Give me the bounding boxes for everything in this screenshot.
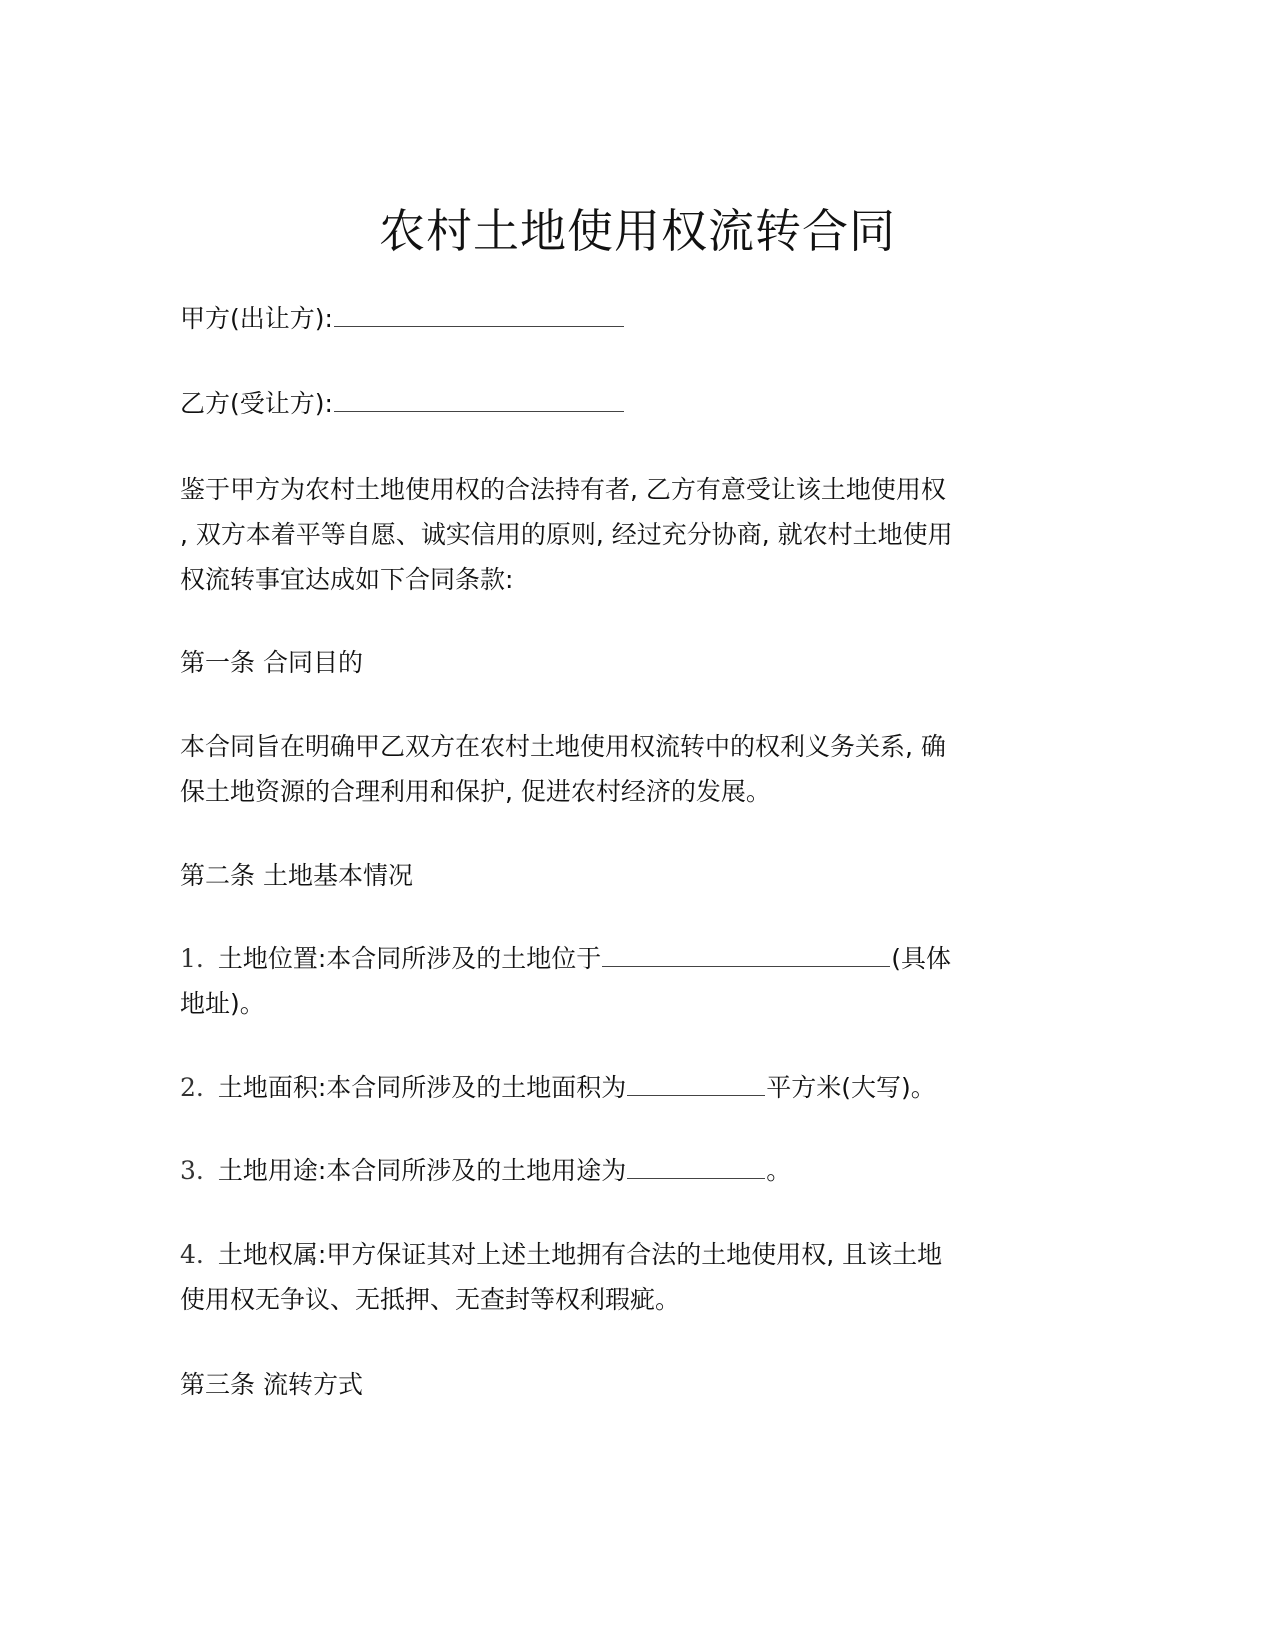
- item-1-text: 土地位置:本合同所涉及的土地位于: [217, 944, 602, 973]
- article-3-heading: 第三条 流转方式: [180, 1370, 363, 1399]
- land-use-blank-field[interactable]: [627, 1150, 765, 1179]
- party-b-blank-field[interactable]: [334, 383, 624, 412]
- item-3-text-after: 。: [766, 1156, 792, 1185]
- article-2-item-4: [180, 1232, 1040, 1322]
- item-number: 2.: [180, 1073, 204, 1102]
- article-2-item-3: [180, 1148, 1040, 1193]
- item-2-text: 土地面积:本合同所涉及的土地面积为: [217, 1073, 627, 1102]
- article-1-line-1: 本合同旨在明确甲乙双方在农村土地使用权流转中的权利义务关系, 确: [180, 732, 946, 761]
- item-number: 4.: [180, 1240, 204, 1269]
- item-2-text-after: 平方米(大写)。: [766, 1073, 936, 1102]
- article-2-item-2: [180, 1065, 1040, 1110]
- party-b-label: 乙方(受让方):: [180, 389, 333, 418]
- preamble-paragraph: [180, 467, 1040, 602]
- land-location-blank-field[interactable]: [602, 938, 890, 967]
- item-1-text-after: (具体: [891, 944, 952, 973]
- party-a-label: 甲方(出让方):: [180, 304, 333, 333]
- party-a-line: [180, 296, 1040, 341]
- document-title: 农村土地使用权流转合同: [379, 204, 896, 258]
- party-b-line: [180, 381, 1040, 426]
- item-4-line-2: 使用权无争议、无抵押、无查封等权利瑕疵。: [180, 1285, 681, 1314]
- article-1-heading: 第一条 合同目的: [180, 648, 363, 677]
- article-2-item-1: [180, 936, 1040, 1026]
- article-1-paragraph: [180, 724, 1040, 814]
- item-number: 3.: [180, 1156, 204, 1185]
- preamble-line-2: , 双方本着平等自愿、诚实信用的原则, 经过充分协商, 就农村土地使用: [180, 520, 953, 549]
- item-4-line-1: 土地权属:甲方保证其对上述土地拥有合法的土地使用权, 且该土地: [217, 1240, 943, 1269]
- item-number: 1.: [180, 944, 204, 973]
- preamble-line-3: 权流转事宜达成如下合同条款:: [180, 565, 514, 594]
- item-3-text: 土地用途:本合同所涉及的土地用途为: [217, 1156, 627, 1185]
- party-a-blank-field[interactable]: [334, 298, 624, 327]
- land-area-blank-field[interactable]: [627, 1067, 765, 1096]
- preamble-line-1: 鉴于甲方为农村土地使用权的合法持有者, 乙方有意受让该土地使用权: [180, 475, 946, 504]
- item-1-continuation: 地址)。: [180, 989, 265, 1018]
- article-1-line-2: 保土地资源的合理利用和保护, 促进农村经济的发展。: [180, 777, 771, 806]
- article-2-heading: 第二条 土地基本情况: [180, 861, 413, 890]
